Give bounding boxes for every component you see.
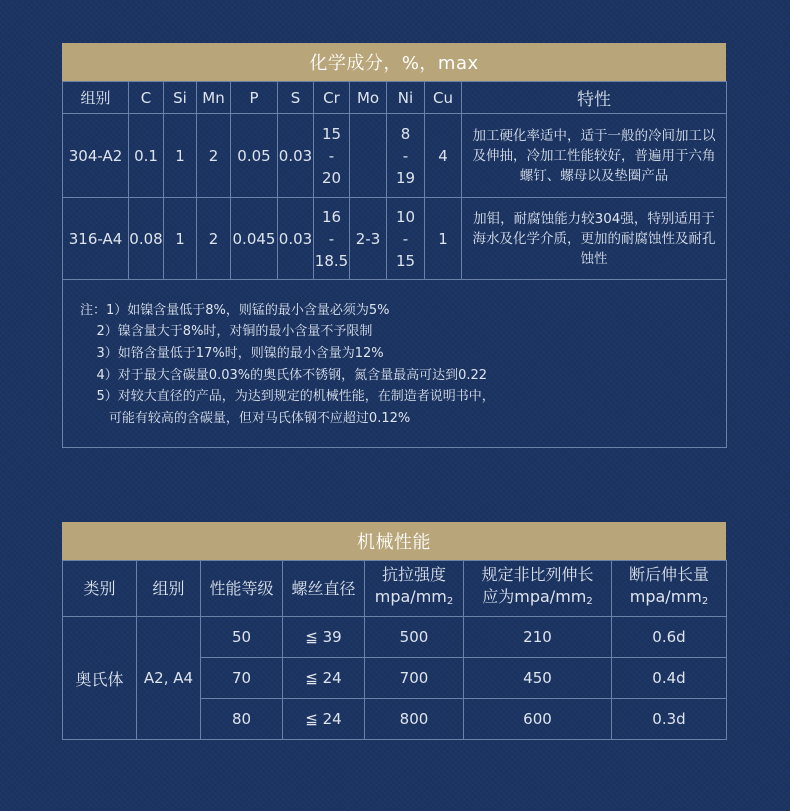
cu-cell: 1	[425, 198, 462, 280]
yield-cell: 210	[464, 617, 612, 658]
chemical-table	[62, 81, 727, 448]
note-line: 可能有较高的含碳量，但对马氏体钢不应超过0.12%	[80, 410, 411, 426]
note-line: 4）对于最大含碳量0.03%的奥氏体不锈钢，氮含量最高可达到0.22	[80, 367, 488, 383]
header-tensile	[365, 561, 464, 617]
note-line: 注：1）如镍含量低于8%，则锰的最小含量必须为5%	[80, 302, 390, 318]
mechanical-properties-panel	[62, 522, 726, 740]
header-feature: 特性	[462, 82, 727, 114]
chemical-header-row	[63, 82, 727, 114]
ni-cell	[387, 198, 425, 280]
feature-cell: 加工硬化率适中，适于一般的冷间加工以及伸抽，冷加工性能较好，普遍用于六角螺钉、螺母以及垫圈产品	[462, 114, 727, 198]
tensile-cell: 500	[365, 617, 464, 658]
cr-max: 18.5	[314, 251, 349, 270]
yield-label: 规定非比列伸长	[481, 565, 594, 584]
grade-cell: 304-A2	[63, 114, 129, 198]
yield-cell: 450	[464, 658, 612, 699]
header-grade: 性能等级	[201, 561, 283, 617]
unit-text: mpa/mm	[374, 587, 447, 606]
ni-dash: -	[402, 229, 409, 248]
header-mn: Mn	[197, 82, 231, 114]
unit-text: 应为mpa/mm	[482, 587, 587, 606]
s-cell: 0.03	[278, 114, 314, 198]
notes-cell	[63, 280, 727, 448]
c-cell: 0.1	[129, 114, 164, 198]
cr-min: 16	[321, 207, 342, 226]
diameter-cell: ≦ 24	[283, 699, 365, 740]
table-row	[63, 198, 727, 280]
header-si: Si	[164, 82, 197, 114]
header-group: 组别	[137, 561, 201, 617]
cr-cell	[314, 114, 350, 198]
cr-dash: -	[328, 146, 335, 165]
cr-cell	[314, 198, 350, 280]
tensile-cell: 800	[365, 699, 464, 740]
header-yield	[464, 561, 612, 617]
p-cell: 0.05	[231, 114, 278, 198]
si-cell: 1	[164, 198, 197, 280]
mechanical-header-row	[63, 561, 727, 617]
notes-row	[63, 280, 727, 448]
ni-min: 10	[395, 207, 416, 226]
grade-cell: 70	[201, 658, 283, 699]
yield-cell: 600	[464, 699, 612, 740]
ni-min: 8	[400, 124, 411, 143]
tensile-unit	[365, 586, 463, 613]
header-elongation	[612, 561, 727, 617]
header-cr: Cr	[314, 82, 350, 114]
note-line: 2）镍含量大于8%时，对铜的最小含量不予限制	[80, 324, 373, 340]
elongation-cell: 0.6d	[612, 617, 727, 658]
feature-cell: 加钼，耐腐蚀能力较304强，特别适用于海水及化学介质，更加的耐腐蚀性及耐孔蚀性	[462, 198, 727, 280]
c-cell: 0.08	[129, 198, 164, 280]
cr-dash: -	[328, 229, 335, 248]
ni-cell	[387, 114, 425, 198]
cr-max: 20	[321, 168, 342, 187]
group-cell: A2, A4	[137, 617, 201, 740]
si-cell: 1	[164, 114, 197, 198]
grade-cell: 80	[201, 699, 283, 740]
header-cu: Cu	[425, 82, 462, 114]
header-mo: Mo	[350, 82, 387, 114]
p-cell: 0.045	[231, 198, 278, 280]
header-ni: Ni	[387, 82, 425, 114]
note-line: 5）对较大直径的产品，为达到规定的机械性能，在制造者说明书中，	[80, 389, 495, 405]
unit-subscript: 2	[446, 596, 454, 607]
table-row	[63, 617, 727, 658]
ni-dash: -	[402, 146, 409, 165]
chemical-title: 化学成分，%，max	[62, 43, 726, 81]
header-diameter: 螺丝直径	[283, 561, 365, 617]
elongation-label: 断后伸长量	[628, 565, 709, 584]
grade-cell: 50	[201, 617, 283, 658]
ni-max: 19	[395, 168, 416, 187]
note-line: 3）如铬含量低于17%时，则镍的最小含量为12%	[80, 345, 384, 361]
unit-text: mpa/mm	[629, 587, 702, 606]
diameter-cell: ≦ 39	[283, 617, 365, 658]
tensile-cell: 700	[365, 658, 464, 699]
header-grade: 组别	[63, 82, 129, 114]
cr-min: 15	[321, 124, 342, 143]
tensile-label: 抗拉强度	[381, 565, 446, 584]
yield-unit	[464, 586, 611, 613]
table-row	[63, 114, 727, 198]
ni-max: 15	[395, 251, 416, 270]
category-cell: 奥氏体	[63, 617, 137, 740]
elongation-unit	[612, 586, 726, 613]
header-category: 类别	[63, 561, 137, 617]
elongation-cell: 0.3d	[612, 699, 727, 740]
mechanical-table	[62, 560, 727, 740]
cu-cell: 4	[425, 114, 462, 198]
diameter-cell: ≦ 24	[283, 658, 365, 699]
mn-cell: 2	[197, 114, 231, 198]
unit-subscript: 2	[586, 596, 593, 607]
mechanical-title: 机械性能	[62, 522, 726, 560]
header-c: C	[129, 82, 164, 114]
header-s: S	[278, 82, 314, 114]
s-cell: 0.03	[278, 198, 314, 280]
unit-subscript: 2	[701, 596, 709, 607]
elongation-cell: 0.4d	[612, 658, 727, 699]
header-p: P	[231, 82, 278, 114]
mo-cell: 2-3	[350, 198, 387, 280]
mo-cell	[350, 114, 387, 198]
mn-cell: 2	[197, 198, 231, 280]
chemical-composition-panel	[62, 43, 726, 448]
grade-cell: 316-A4	[63, 198, 129, 280]
